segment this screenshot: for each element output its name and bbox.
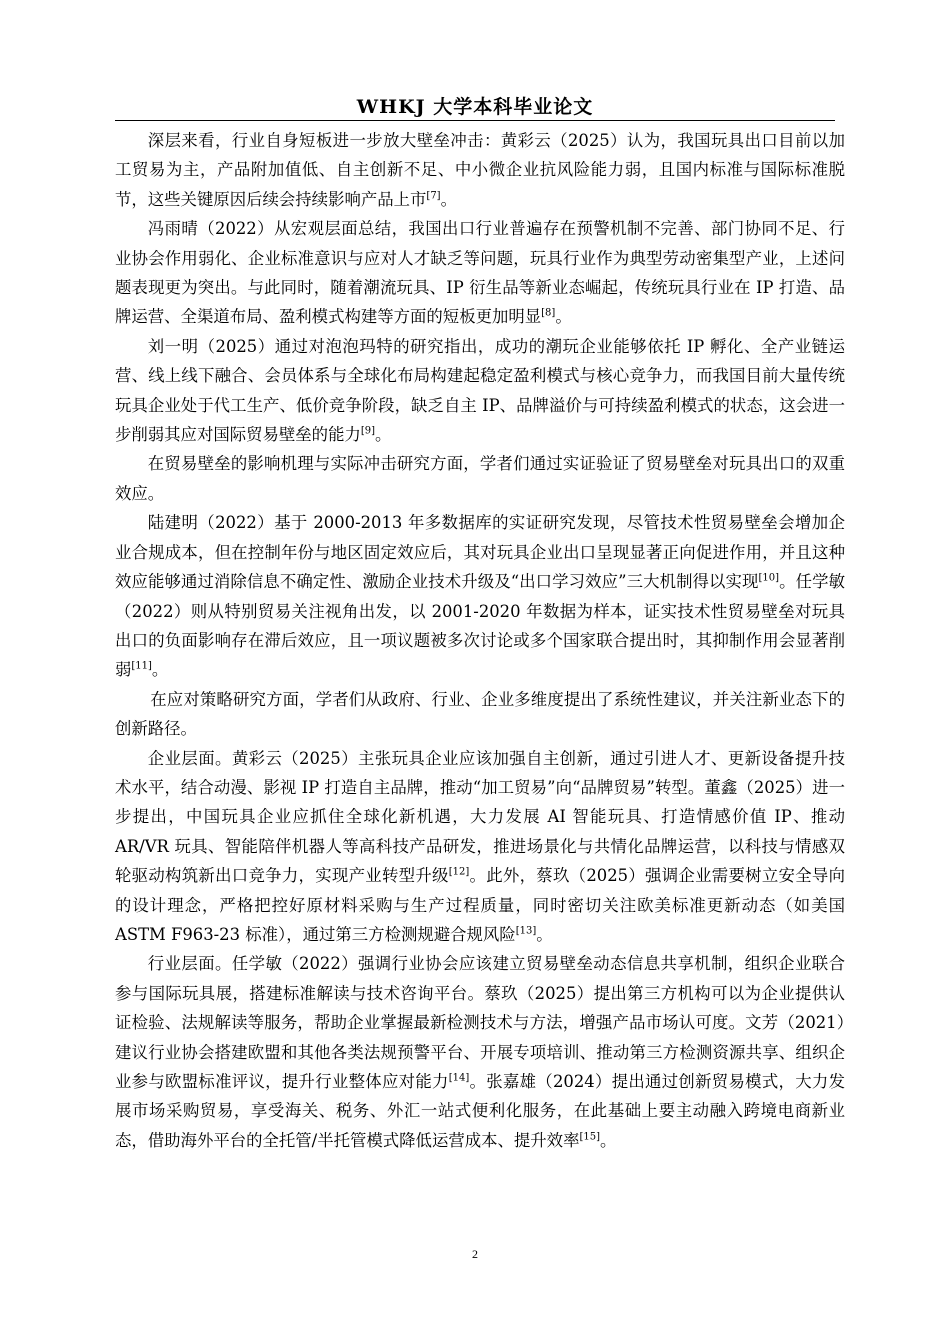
citation-marker: [8] [541,307,556,319]
paragraph: 在贸易壁垒的影响机理与实际冲击研究方面，学者们通过实证验证了贸易壁垒对玩具出口的双重效应。 [115,454,845,503]
citation-marker: [9] [360,425,376,437]
paragraph: 刘一明（2025）通过对泡泡玛特的研究指出，成功的潮玩企业能够依托 IP 孵化、全产业链运营、线上线下融合、会员体系与全球化布局构建起稳定盈利模式与核心竞争力，而我国目前大量传统玩具企业处于代工生产、低价竞争阶段，缺乏自主 IP、品牌溢价与可持续盈利模式的状态，这会进一步削弱其应对国际贸易壁垒的能力[9]。 [115,336,845,445]
body-text [115,126,845,1155]
citation-marker: [12] [448,866,470,878]
citation-marker: [10] [758,572,780,584]
citation-marker: [7] [426,190,441,202]
page-number: 2 [472,1247,478,1261]
paragraph: 冯雨晴（2022）从宏观层面总结，我国出口行业普遍存在预警机制不完善、部门协同不足、行业协会作用弱化、企业标准意识与应对人才缺乏等问题，玩具行业作为典型劳动密集型产业，上述问题表现更为突出。与此同时，随着潮流玩具、IP 衍生品等新业态崛起，传统玩具行业在 IP 打造、品牌运营、全渠道布局、盈利模式构建等方面的短板更加明显[8]。 [115,219,845,327]
header-divider [115,120,835,121]
paragraph: 陆建明（2022）基于 2000-2013 年多数据库的实证研究发现，尽管技术性贸易壁垒会增加企业合规成本，但在控制年份与地区固定效应后，其对玩具企业出口呈现显著正向促进作用，并且这种效应能够通过消除信息不确定性、激励企业技术升级及“出口学习效应”三大机制得以实现[10]。任学敏（2022）则从特别贸易关注视角出发，以 2001-2020 年数据为样本，证实技术性贸易壁垒对玩具出口的负面影响存在滞后效应，且一项议题被多次讨论或多个国家联合提出时，其抑制作用会显著削弱[11]。 [115,513,845,680]
citation-marker: [11] [131,660,152,672]
paragraph: 深层来看，行业自身短板进一步放大壁垒冲击：黄彩云（2025）认为，我国玩具出口目前以加工贸易为主，产品附加值低、自主创新不足、中小微企业抗风险能力弱，且国内标准与国际标准脱节，这些关键原因后续会持续影响产品上市[7]。 [115,131,845,209]
page-header-title: WHKJ 大学本科毕业论文 [356,96,594,118]
paragraph: 企业层面。黄彩云（2025）主张玩具企业应该加强自主创新，通过引进人才、更新设备提升技术水平，结合动漫、影视 IP 打造自主品牌，推动“加工贸易”向“品牌贸易”转型。董鑫（2025）进一步提出，中国玩具企业应抓住全球化新机遇，大力发展 AI 智能玩具、打造情感价值 IP、推动 AR/VR 玩具、智能陪伴机器人等高科技产品研发，推进场景化与共情化品牌运营，以科技与情感双轮驱动构筑新出口竞争力，实现产业转型升级[12]。此外，蔡玖（2025）强调企业需要树立安全导向的设计理念，严格把控好原材料采购与生产过程质量，同时密切关注欧美标准更新动态（如美国 ASTM F963-23 标准），通过第三方检测规避合规风险[13]。 [115,748,846,944]
citation-marker: [15] [579,1131,600,1143]
paragraph: 在应对策略研究方面，学者们从政府、行业、企业多维度提出了系统性建议，并关注新业态下的创新路径。 [115,689,845,739]
paragraph: 行业层面。任学敏（2022）强调行业协会应该建立贸易壁垒动态信息共享机制，组织企业联合参与国际玩具展，搭建标准解读与技术咨询平台。蔡玖（2025）提出第三方机构可以为企业提供认证检验、法规解读等服务，帮助企业掌握最新检测技术与方法，增强产品市场认可度。文芳（2021）建议行业协会搭建欧盟和其他各类法规预警平台、开展专项培训、推动第三方检测资源共享、组织企业参与欧盟标准评议，提升行业整体应对能力[14]。张嘉雄（2024）提出通过创新贸易模式，大力发展市场采购贸易，享受海关、税务、外汇一站式便利化服务，在此基础上要主动融入跨境电商新业态，借助海外平台的全托管/半托管模式降低运营成本、提升效率[15]。 [115,954,846,1150]
citation-marker: [14] [448,1072,470,1084]
citation-marker: [13] [515,925,537,937]
